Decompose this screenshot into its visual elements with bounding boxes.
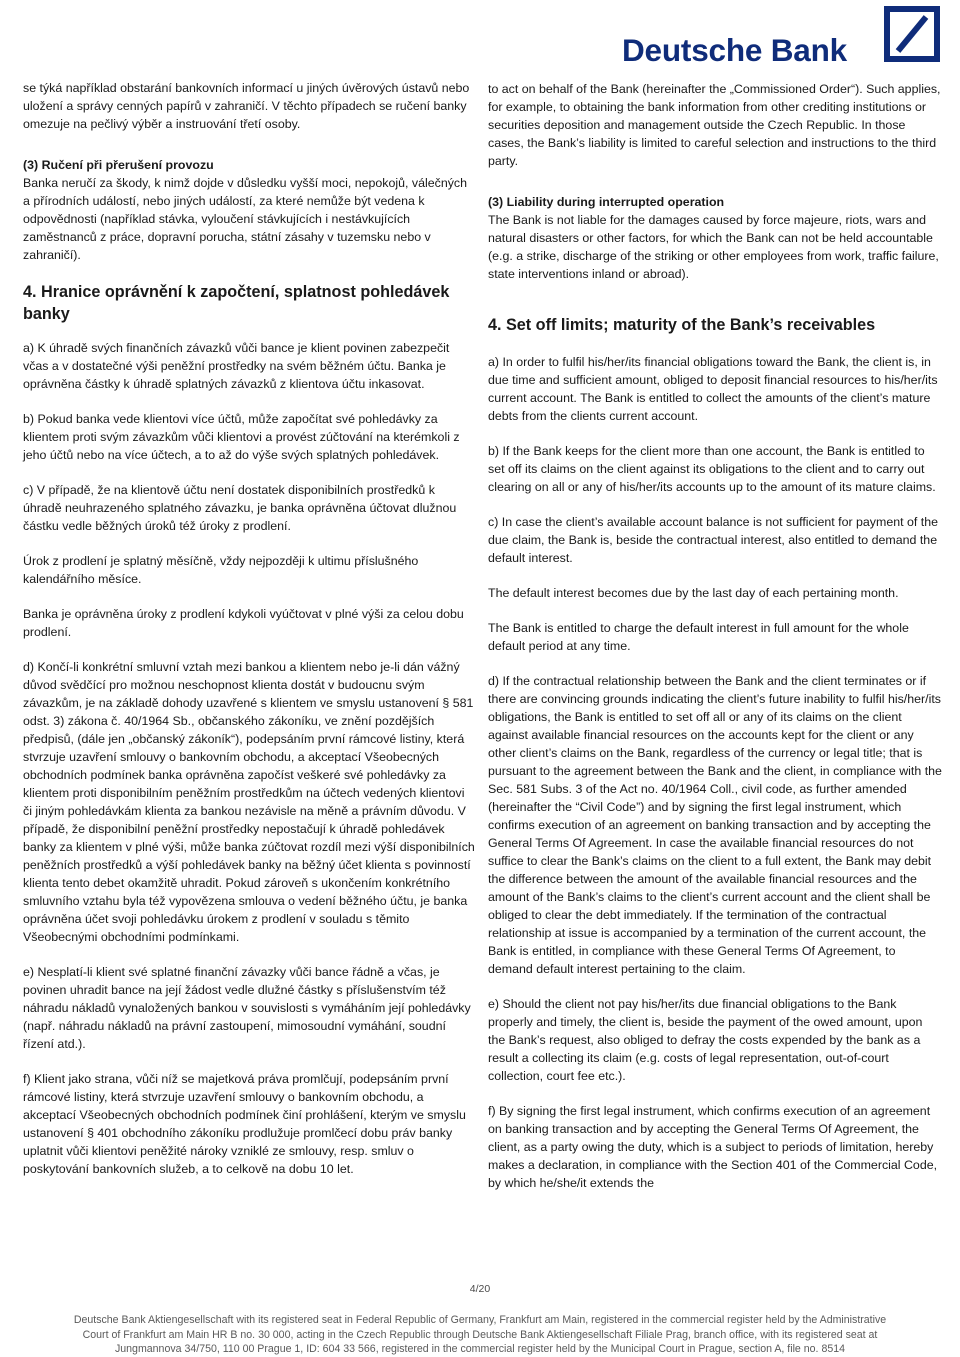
brand-name: Deutsche Bank xyxy=(622,32,847,68)
cz-interest-full-paragraph: Banka je oprávněna úroky z prodlení kdykoli vyúčtovat v plné výši za celou dobu prodlení. xyxy=(23,607,464,639)
en-section-3-body: The Bank is not liable for the damages caused by force majeure, riots, wars and natural disasters or other factors, for which the Bank can not be held accountable (e.g. a strike, discharge of the striking or other employees from work, traffic failure, state interventions inland or abroad). xyxy=(488,213,939,281)
cz-section-4-heading: 4. Hranice oprávnění k započtení, splatnost pohledávek banky xyxy=(23,283,450,323)
cz-intro-paragraph: se týká například obstarání bankovních informací u jiných úvěrových ústavů nebo uložení a správy cenných papírů v zahraničí. V těchto případech se ručení banky omezuje na pečlivý výběr a instruování třetí osoby. xyxy=(23,81,470,131)
cz-section-3-body: Banka neručí za škody, k nimž dojde v důsledku vyšší moci, nepokojů, válečných a přírodních událostí, nebo jiných událostí, za které nemůže být vedena k odpovědnosti (například stávka, vyloučení stávkujících i nestávkujících zaměstnanců z práce, dopravní porucha, státní zásahy v tuzemsku nebo v zahraničí). xyxy=(23,176,467,262)
cz-paragraph-b: b) Pokud banka vede klientovi více účtů, může započítat své pohledávky za klientem proti svým závazkům vůči klientovi a provést zúčtování na kterémkoli z jeho účtů nebo na více účtech, a to až do výše svých splatných pohledávek. xyxy=(23,412,460,462)
en-intro-paragraph: to act on behalf of the Bank (hereinafter the „Commissioned Order“). Such applies, for example, to obtaining the bank information from other crediting institutions or securities deposition and management outside the Czech Republic. In those cases, the Bank’s liability is limited to careful selection and instructions to the third party. xyxy=(488,82,941,168)
en-section-4-heading: 4. Set off limits; maturity of the Bank’s receivables xyxy=(488,316,876,334)
en-paragraph-a: a) In order to fulfil his/her/its financial obligations toward the Bank, the client is, in due time and sufficient amount, obliged to deposit financial resources to his/her/its current account. The Bank is entitled to collect the amounts of the client’s mature debts from the clients current account. xyxy=(488,355,938,423)
legal-footer xyxy=(0,1313,960,1357)
en-paragraph-b: b) If the Bank keeps for the client more than one account, the Bank is entitled to set off its claims on the client against its obligations to the client and to carry out clearing on all or any of his/her/its accounts up to the amount of its mature claims. xyxy=(488,444,936,494)
deutsche-bank-logo xyxy=(622,6,946,68)
en-paragraph-d: d) If the contractual relationship between the Bank and the client terminates or if there are convincing grounds indicating the client’s future inability to fulfil his/her/its obligations, the Bank is entitled to set off all or any of its claims on the client against available financial resources on the accounts kept for the client or any other client’s claims on the Bank, regardless of the currency or legal title; that is pursuant to the agreement between the Bank and the client, in compliance with the Sec. 581 Subs. 3 of the Act no. 40/1964 Coll., civil code, as further amended (hereinafter the “Civil Code”) and by signing the first legal instrument, which confirms execution of an agreement on banking transaction and by accepting the General Terms Of Agreement. In case the available financial resources do not suffice to clear the Bank’s claims on the client to a full extent, the Bank may debit the difference between the amount of the available financial resources and the amount of the Bank’s claims to the client’s current account and the client shall be obliged to clear the debt immediately. If the termination of the contractual relationship at issue is accompanied by a termination of the current account, the Bank is entitled, in compliance with these General Terms Of Agreement, to demand default interest pertaining to the claim. xyxy=(488,674,942,976)
english-column xyxy=(488,80,942,1192)
en-paragraph-f: f) By signing the first legal instrument, which confirms execution of an agreement on banking transaction and by accepting the General Terms Of Agreement, the client, as a party owing the duty, which is a subject to periods of limitation, hereby makes a declaration, in compliance with the Section 401 of the Commercial Code, by which he/she/it extends the xyxy=(488,1104,938,1190)
footer-line-1: Deutsche Bank Aktiengesellschaft with its registered seat in Federal Republic of Germany, Frankfurt am Main, registered in the commercial register held by the Administrative xyxy=(73,1314,887,1326)
en-paragraph-e: e) Should the client not pay his/her/its due financial obligations to the Bank properly and timely, the client is, beside the payment of the owed amount, upon the Bank’s request, also obliged to defray the costs expended by the bank as a result a collecting its claim (e.g. costs of legal representation, out-of-court collection, court fee etc.). xyxy=(488,997,923,1083)
cz-paragraph-c: c) V případě, že na klientově účtu není dostatek disponibilních prostředků k úhradě neuhrazeného splatného závazku, je banka oprávněna účtovat dlužnou částku vedle běžných úroků též úroky z prodlení. xyxy=(23,483,457,533)
cz-section-3-heading: (3) Ručení při přerušení provozu xyxy=(23,158,214,172)
cz-paragraph-d: d) Končí-li konkrétní smluvní vztah mezi bankou a klientem nebo je-li dán vážný důvod svědčící pro možnou neschopnost klienta dostát v budoucnu svým závazkům, je na základě dohody uzavřené s klientem ve smyslu ustanovení § 581 odst. 3) zákona č. 40/1964 Sb., občanského zákoníku, ve znění pozdějších předpisů, (dále jen „občanský zákoník“), podepsáním první rámcové listiny, která stvrzuje uzavření smlouvy o bankovním obchodu, a akceptací Všeobecných obchodních podmínek banka oprávněna započíst veškeré své pohledávky za klientem proti disponibilním peněžním prostředkům na účtech vedených klientovi či jiným pohledávkám klienta za bankou nezávisle na měně a právním důvodu. V případě, že disponibilní peněžní prostředky nepostačují k úhradě pohledávek banky za klientem v plné výši, může banka zúčtovat rozdíl mezi výší disponibilních peněžních prostředků a výší pohledávek banky na běžný účet klienta s povinností klienta tento debet okamžitě uhradit. Pokud zároveň s ukončením konkrétního smluvního vztahu byla též vypovězena smlouva o vedení běžného účtu, je banka oprávněna účet svoji pohledávku úrokem z prodlení v souladu s těmito Všeobecnými obchodními podmínkami. xyxy=(23,660,475,944)
cz-paragraph-e: e) Nesplatí-li klient své splatné finanční závazky vůči bance řádně a včas, je povinen uhradit bance na její žádost vedle dlužné částky s příslušenstvím též náhradu nákladů vynaložených bankou v souvislosti s vymáháním její pohledávky (např. náhradu nákladů na právní zastoupení, mimosoudní vymáhání, soudní řízení atd.). xyxy=(23,965,471,1051)
en-section-3-heading: (3) Liability during interrupted operation xyxy=(488,195,725,209)
page-number: 4/20 xyxy=(469,1283,491,1295)
en-paragraph-c: c) In case the client’s available account balance is not sufficient for payment of the due claim, the Bank is, beside the contractual interest, also entitled to demand the default interest. xyxy=(488,515,938,565)
cz-paragraph-f: f) Klient jako strana, vůči níž se majetková práva promlčují, podepsáním první rámcové listiny, která stvrzuje uzavření smlouvy o bankovním obchodu, a akceptací Všeobecných obchodních podmínek činí prohlášení, kterým ve smyslu ustanovení § 401 obchodního zákoníku prodlužuje promlčecí dobu práv banky uplatnit vůči klientovi peněžité nároky vzniklé ze smlouvy, resp. smluv o poskytování bankovních služeb, a to celkově na dobu 10 let. xyxy=(23,1072,466,1176)
footer-line-3: Jungmannova 34/750, 110 00 Prague 1, ID: 604 33 566, registered in the commercial register held by the Municipal Court in Prague, section A, file no. 8514 xyxy=(114,1343,846,1355)
footer-line-2: Court of Frankfurt am Main HR B no. 30 000, acting in the Czech Republic through Deutsche Bank Aktiengesellschaft Filiale Prag, branch office, with its registered seat at xyxy=(82,1328,878,1341)
cz-paragraph-a: a) K úhradě svých finančních závazků vůči bance je klient povinen zabezpečit včas a v dostatečné výši peněžní prostředky na svém běžném účtu. Banka je oprávněna částky k úhradě splatných závazků z klientova účtu inkasovat. xyxy=(23,341,450,391)
en-interest-due-paragraph: The default interest becomes due by the last day of each pertaining month. xyxy=(488,586,899,600)
czech-column xyxy=(23,79,475,1178)
deutsche-bank-slash-icon xyxy=(884,6,940,62)
cz-interest-due-paragraph: Úrok z prodlení je splatný měsíčně, vždy nejpozději k ultimu příslušného kalendářního měsíce. xyxy=(23,554,419,586)
en-interest-full-paragraph: The Bank is entitled to charge the default interest in full amount for the whole default period at any time. xyxy=(488,621,909,653)
